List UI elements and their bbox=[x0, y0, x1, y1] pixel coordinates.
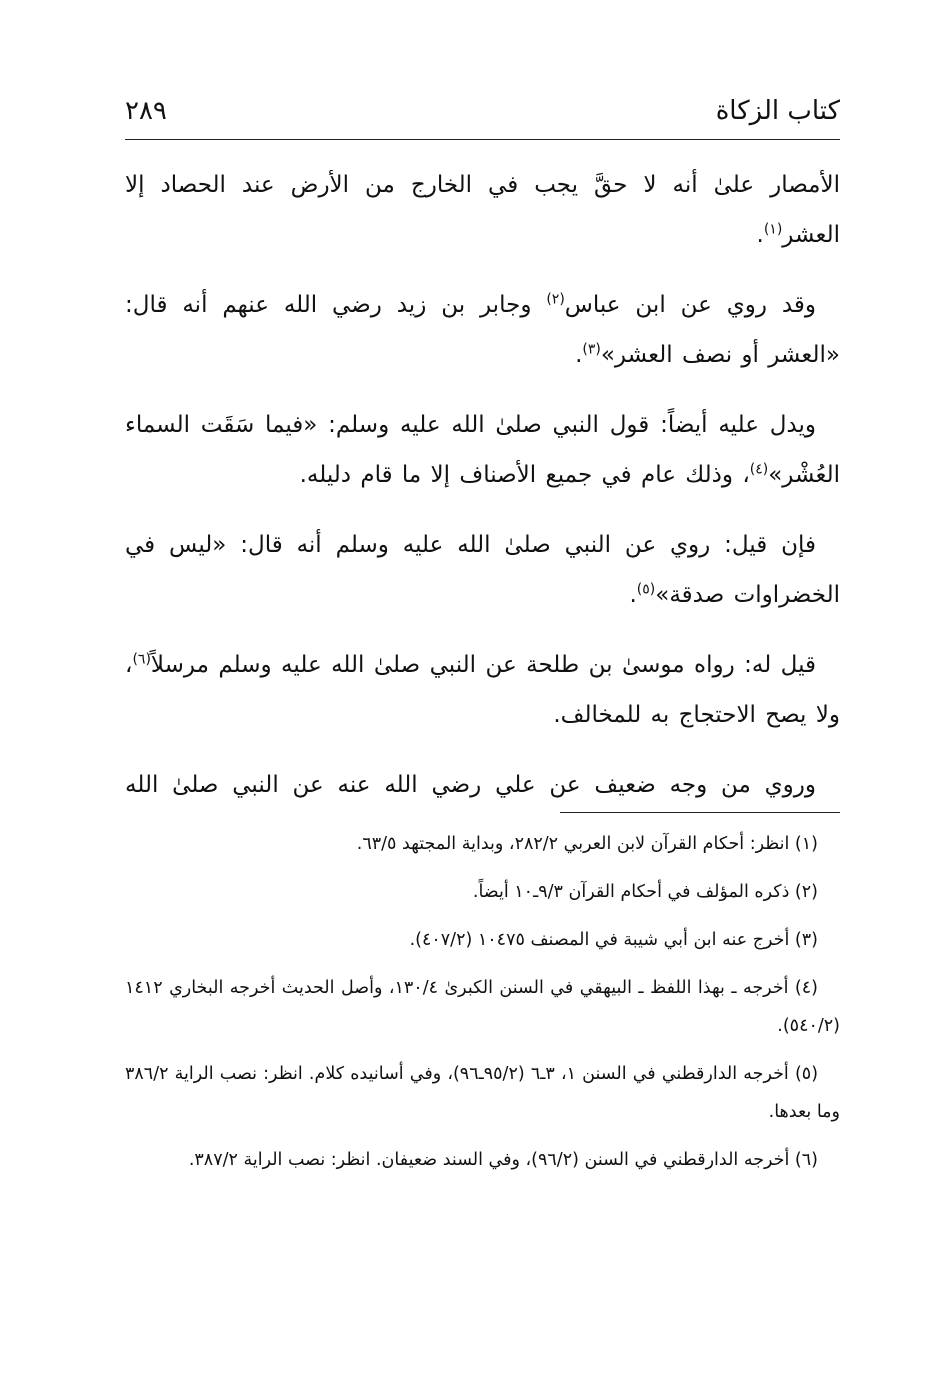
footnote-separator bbox=[560, 812, 840, 813]
running-head: كتاب الزكاة bbox=[715, 96, 840, 126]
footnote: (٦) أخرجه الدارقطني في السنن (٩٦/٢)، وفي السند ضعيفان. انظر: نصب الراية ٣٨٧/٢. bbox=[188, 1150, 818, 1170]
footnote: (٥) أخرجه الدارقطني في السنن ١، ٣ـ٦ (٩٥/٢ـ٩٦)، وفي أسانيده كلام. انظر: نصب الراية ٣٨٦/٢ وما بعدها. bbox=[125, 1064, 840, 1122]
paragraph: وقد روي عن ابن عباس$^{(٢)}$ وجابر بن زيد رضي الله عنهم أنه قال: «العشر أو نصف العشر»$^{(٣)}$. bbox=[125, 291, 840, 368]
footnote: (٢) ذكره المؤلف في أحكام القرآن ٩/٣ـ١٠ أيضاً. bbox=[472, 882, 818, 902]
paragraph: ويدل عليه أيضاً: قول النبي صلىٰ الله عليه وسلم: «فيما سَقَت السماء العُشْر»$^{(٤)}$، وذلك عام في جميع الأصناف إلا ما قام دليله. bbox=[125, 412, 840, 488]
page-header bbox=[125, 90, 840, 134]
footnote: (٤) أخرجه ـ بهذا اللفظ ـ البيهقي في السنن الكبرىٰ ١٣٠/٤، وأصل الحديث أخرجه البخاري ١٤١٢ (٥٤٠/٢). bbox=[125, 978, 840, 1036]
paragraph: الأمصار علىٰ أنه لا حقَّ يجب في الخارج من الأرض عند الحصاد إلا العشر$^{(١)}$. bbox=[125, 172, 840, 248]
main-text bbox=[125, 160, 840, 830]
page-number: ٢٨٩ bbox=[125, 96, 167, 126]
footnote-ref: (٥) bbox=[636, 581, 656, 598]
footnote-ref: (١) bbox=[763, 221, 783, 238]
footnotes bbox=[125, 825, 840, 1189]
footnote-ref: (٣) bbox=[582, 341, 601, 358]
footnote-ref: (٤) bbox=[749, 461, 769, 478]
header-rule bbox=[125, 139, 840, 140]
paragraph: فإن قيل: روي عن النبي صلىٰ الله عليه وسلم أنه قال: «ليس في الخضراوات صدقة»$^{(٥)}$. bbox=[125, 532, 840, 608]
footnote: (١) انظر: أحكام القرآن لابن العربي ٢٨٢/٢، وبداية المجتهد ٦٣/٥. bbox=[356, 834, 818, 854]
paragraph: قيل له: رواه موسىٰ بن طلحة عن النبي صلىٰ الله عليه وسلم مرسلاً$^{(٦)}$، ولا يصح الاحتجاج به للمخالف. bbox=[125, 651, 840, 728]
paragraph: وروي من وجه ضعيف عن علي رضي الله عنه عن النبي صلىٰ الله bbox=[125, 772, 816, 798]
footnote-ref: (٢) bbox=[546, 291, 565, 308]
footnote: (٣) أخرج عنه ابن أبي شيبة في المصنف ١٠٤٧٥ (٤٠٧/٢). bbox=[409, 930, 818, 950]
footnote-ref: (٦) bbox=[132, 651, 151, 668]
